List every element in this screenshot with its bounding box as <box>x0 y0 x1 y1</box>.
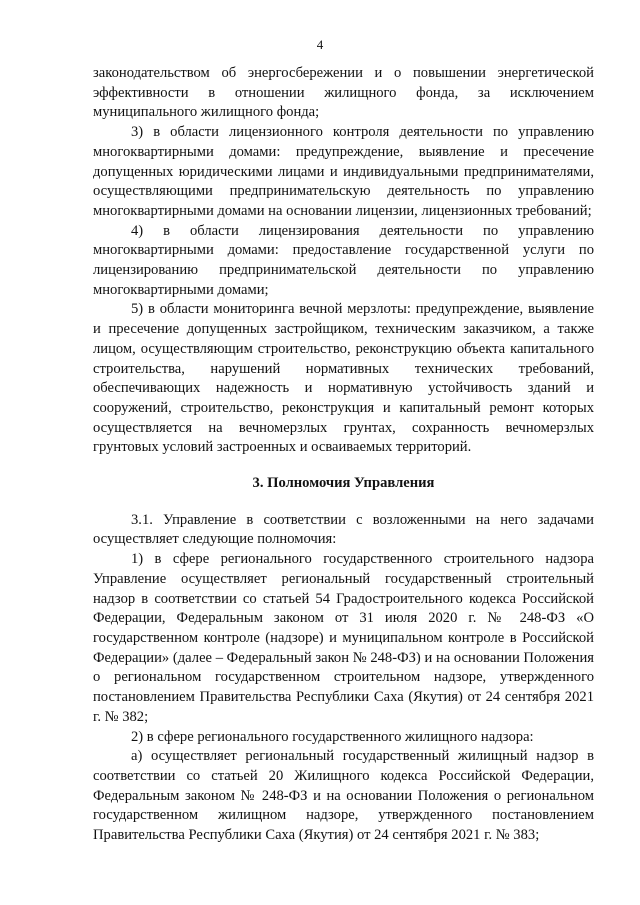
paragraph-3-1: 3.1. Управление в соответствии с возложенными на него задачами осуществляет следующие полномочия: <box>93 511 594 548</box>
paragraph-item-3: 3) в области лицензионного контроля деятельности по управлению многоквартирными домами: предупреждение, выявление и пресечение допущенных юридическими лицами и индивидуальными предпринимателями, осуществляющими предпринимательскую деятельность по управлению многоквартирными домами на основании лицензии, лицензионных требований; <box>93 124 594 219</box>
paragraph-subitem-2a: а) осуществляет региональный государственный жилищный надзор в соответствии со статьей 20 Жилищного кодекса Российской Федерации, Федеральным законом № 248-ФЗ и на основании Положения о региональном государственном жилищном надзоре, утвержденного постановлением Правительства Республики Саха (Якутия) от 24 сентября 2021 г. № 383; <box>93 748 594 844</box>
paragraph-continuation: законодательством об энергосбережении и о повышении энергетической эффективности в отношении жилищного фонда, за исключением муниципального жилищного фонда; <box>93 65 594 121</box>
paragraph-subitem-1: 1) в сфере регионального государственного строительного надзора Управление осуществляет региональный государственный строительный надзор в соответствии со статьей 54 Градостроительного кодекса Российской Федерации, Федеральным законом от 31 июля 2020 г. № 248-ФЗ «О государственном контроле (надзоре) и муниципальном контроле в Российской Федерации» (далее – Федеральный закон № 248-ФЗ) и на основании Положения о региональном государственном строительном надзоре, утвержденного постановлением Правительства Республики Саха (Якутия) от 24 сентября 2021 г. № 382; <box>93 551 594 725</box>
paragraph-item-4: 4) в области лицензирования деятельности по управлению многоквартирными домами: предоставление государственной услуги по лицензированию предпринимательской деятельности по управлению многоквартирными домами; <box>93 222 594 298</box>
section-heading: 3. Полномочия Управления <box>252 475 435 492</box>
paragraph-item-5: 5) в области мониторинга вечной мерзлоты: предупреждение, выявление и пресечение допущенных застройщиком, техническим заказчиком, а также лицом, осуществляющим строительство, реконструкцию объекта капитального строительства, нарушений нормативных технических требований, обеспечивающих надежность и нормативную устойчивость зданий и сооружений, строительство, реконструкция и капитальный ремонт которых осуществляется на вечномерзлых грунтах, сохранность вечномерзлых грунтовых условий застроенных и осваиваемых территорий. <box>93 301 594 456</box>
document-body <box>93 64 594 846</box>
paragraph-subitem-2: 2) в сфере регионального государственного жилищного надзора: <box>131 728 534 745</box>
page-number: 4 <box>316 37 324 52</box>
